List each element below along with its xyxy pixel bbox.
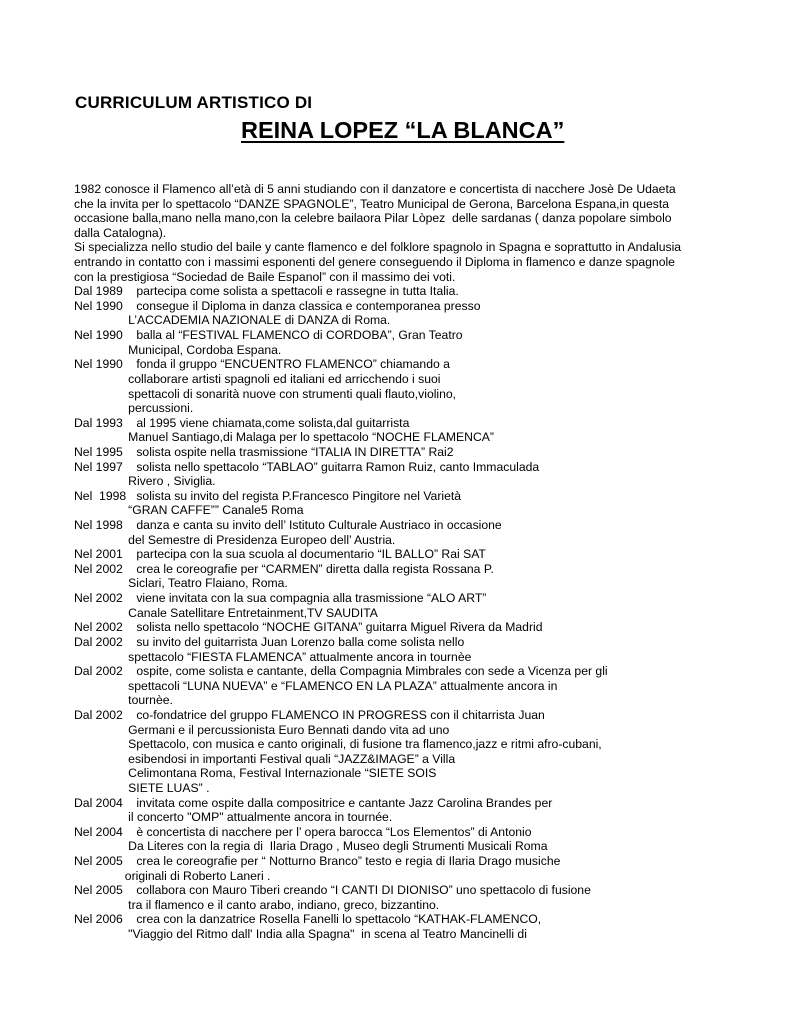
text-line: esibendosi in importanti Festival quali “JAZZ&IMAGE” a Villa — [74, 751, 456, 766]
text-line: Dal 1993 al 1995 viene chiamata,come solista,dal guitarrista — [74, 415, 410, 430]
text-line: entrando in contatto con i massimi esponenti del genere conseguendo il Diploma in flamenco e danze spagnole — [74, 255, 675, 270]
text-line: del Semestre di Presidenza Europeo dell’ Austria. — [74, 532, 396, 547]
document-heading: CURRICULUM ARTISTICO DI — [75, 93, 313, 112]
text-line: Nel 2004 è concertista di nacchere per l’ opera barocca “Los Elementos” di Antonio — [74, 824, 532, 839]
text-line: Celimontana Roma, Festival Internazionale “SIETE SOIS — [74, 766, 437, 781]
text-line: Dal 2002 ospite, come solista e cantante, della Compagnia Mimbrales con sede a Vicenza per gli — [74, 664, 608, 679]
text-line: Dal 2002 su invito del guitarrista Juan Lorenzo balla come solista nello — [74, 634, 465, 649]
document-body — [74, 182, 754, 942]
text-line: originali di Roberto Laneri . — [74, 868, 271, 883]
text-line: Nel 2002 crea le coreografie per “CARMEN” diretta dalla regista Rossana P. — [74, 561, 494, 576]
text-line: collaborare artisti spagnoli ed italiani ed arricchendo i suoi — [74, 371, 441, 386]
text-line: Dal 2004 invitata come ospite dalla compositrice e cantante Jazz Carolina Brandes per — [74, 795, 553, 810]
text-line: Nel 1995 solista ospite nella trasmissione “ITALIA IN DIRETTA” Rai2 — [74, 444, 454, 459]
text-line: Municipal, Cordoba Espana. — [74, 342, 282, 357]
text-line: spettacoli “LUNA NUEVA” e “FLAMENCO EN LA PLAZA” attualmente ancora in — [74, 678, 558, 693]
text-line: Si specializza nello studio del baile y cante flamenco e del folklore spagnolo in Spagna e soprattutto in Andalusia — [74, 240, 682, 255]
text-line: dalla Catalogna). — [74, 225, 167, 240]
text-line: Nel 2005 collabora con Mauro Tiberi creando “I CANTI DI DIONISO” uno spettacolo di fusione — [74, 883, 591, 898]
text-line: Nel 2006 crea con la danzatrice Rosella Fanelli lo spettacolo “KATHAK-FLAMENCO, — [74, 912, 542, 927]
text-line: Manuel Santiago,di Malaga per lo spettacolo “NOCHE FLAMENCA” — [74, 430, 494, 445]
text-line: occasione balla,mano nella mano,con la celebre bailaora Pilar Lòpez delle sardanas ( danza popolare simbolo — [74, 211, 672, 226]
text-line: Nel 1998 danza e canta su invito dell’ Istituto Culturale Austriaco in occasione — [74, 518, 502, 533]
text-line: Siclari, Teatro Flaiano, Roma. — [74, 576, 288, 591]
text-line: Nel 2002 solista nello spettacolo “NOCHE GITANA” guitarra Miguel Rivera da Madrid — [74, 620, 543, 635]
text-line: tournèe. — [74, 693, 173, 708]
text-line: L’ACCADEMIA NAZIONALE di DANZA di Roma. — [74, 313, 391, 328]
text-line: Nel 2005 crea le coreografie per “ Notturno Branco” testo e regia di Ilaria Drago musiche — [74, 854, 561, 869]
text-line: Nel 1990 balla al “FESTIVAL FLAMENCO di CORDOBA”, Gran Teatro — [74, 328, 463, 343]
text-line: Canale Satellitare Entretainment,TV SAUDITA — [74, 605, 378, 620]
text-line: Germani e il percussionista Euro Bennati dando vita ad uno — [74, 722, 450, 737]
text-line: Nel 2002 viene invitata con la sua compagnia alla trasmissione “ALO ART” — [74, 591, 487, 606]
text-line: il concerto "OMP" attualmente ancora in tournée. — [74, 810, 393, 825]
text-line: percussioni. — [74, 401, 194, 416]
text-line: SIETE LUAS” . — [74, 780, 210, 795]
text-line: "Viaggio del Ritmo dall' India alla Spagna" in scena al Teatro Mancinelli di — [74, 927, 527, 942]
text-line: Dal 2002 co-fondatrice del gruppo FLAMENCO IN PROGRESS con il chitarrista Juan — [74, 707, 545, 722]
text-line: con la prestigiosa “Sociedad de Baile Espanol” con il massimo dei voti. — [74, 269, 456, 284]
text-line: spettacolo “FIESTA FLAMENCA” attualmente ancora in tournèe — [74, 649, 472, 664]
text-line: Nel 1997 solista nello spettacolo “TABLAO” guitarra Ramon Ruiz, canto Immaculada — [74, 459, 540, 474]
text-line: Spettacolo, con musica e canto originali, di fusione tra flamenco,jazz e ritmi afro-cubani, — [74, 737, 602, 752]
text-line: “GRAN CAFFE”” Canale5 Roma — [74, 503, 304, 518]
text-line: Da Literes con la regia di Ilaria Drago , Museo degli Strumenti Musicali Roma — [74, 839, 548, 854]
text-line: tra il flamenco e il canto arabo, indiano, greco, bizzantino. — [74, 897, 440, 912]
text-line: Dal 1989 partecipa come solista a spettacoli e rassegne in tutta Italia. — [74, 284, 459, 299]
text-line: che la invita per lo spettacolo “DANZE SPAGNOLE”, Teatro Municipal de Gerona, Barcelona Espana,in questa — [74, 196, 670, 211]
text-line: Nel 1990 consegue il Diploma in danza classica e contemporanea presso — [74, 298, 481, 313]
text-line: spettacoli di sonarità nuove con strumenti quali flauto,violino, — [74, 386, 457, 401]
text-line: Rivero , Siviglia. — [74, 474, 216, 489]
text-line: 1982 conosce il Flamenco all’età di 5 anni studiando con il danzatore e concertista di nacchere Josè De Udaeta — [74, 182, 676, 196]
document-title: REINA LOPEZ “LA BLANCA” — [241, 117, 565, 143]
text-line: Nel 1990 fonda il gruppo “ENCUENTRO FLAMENCO” chiamando a — [74, 357, 450, 372]
text-line: Nel 1998 solista su invito del regista P.Francesco Pingitore nel Varietà — [74, 488, 462, 503]
text-line: Nel 2001 partecipa con la sua scuola al documentario “IL BALLO” Rai SAT — [74, 547, 486, 562]
